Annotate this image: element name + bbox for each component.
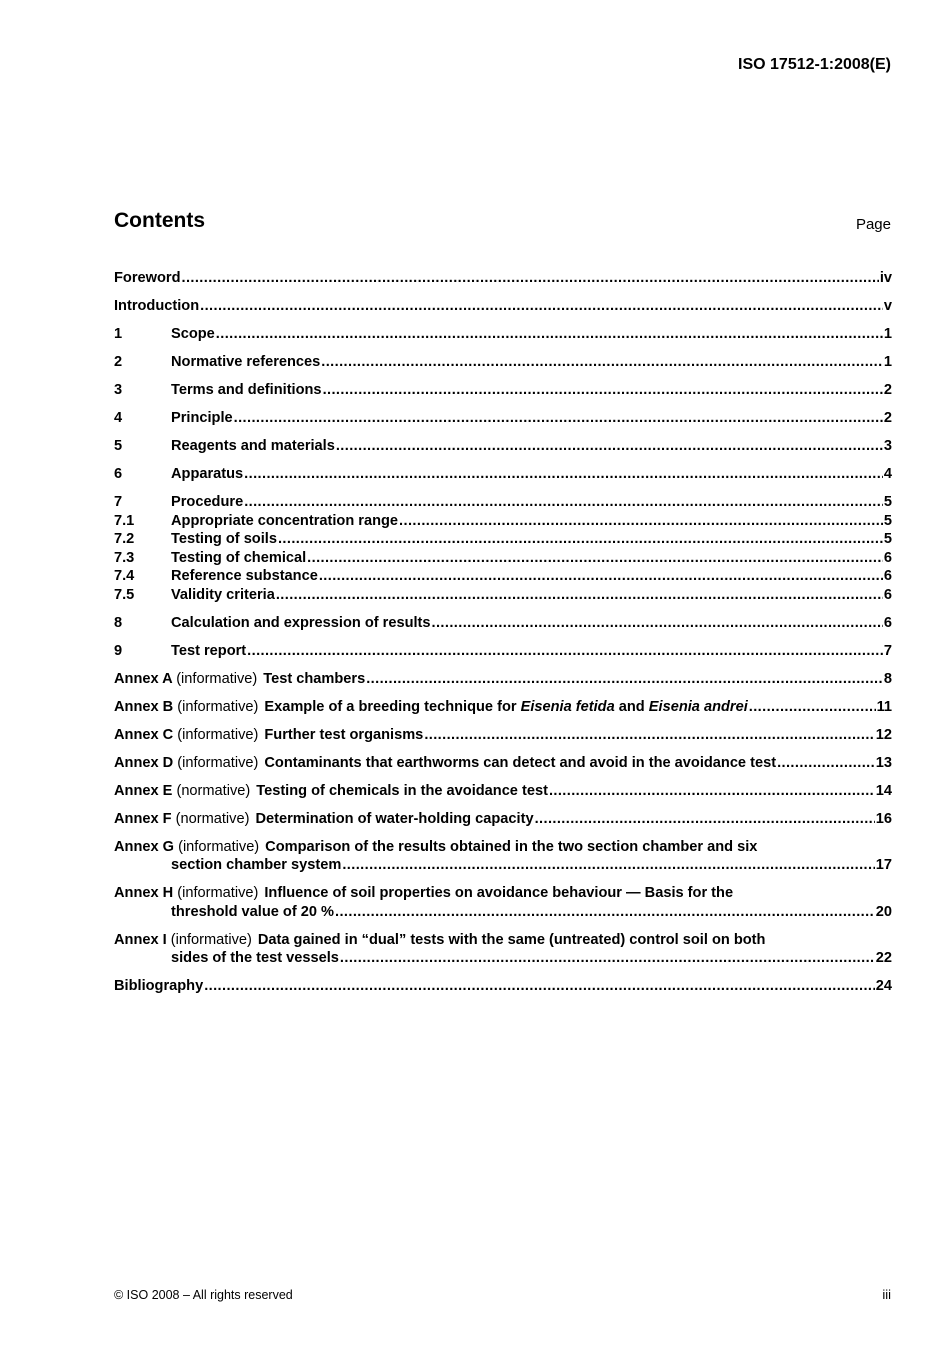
toc-entry-annex-i-continued[interactable] (114, 949, 892, 968)
annex-label: Annex A (informative) (114, 670, 258, 687)
dot-leader (535, 810, 875, 829)
toc-title: Foreword (114, 270, 181, 286)
toc-title: Test report (171, 642, 247, 659)
toc-entry-test-report[interactable] (114, 642, 892, 661)
toc-entry-testing-of-chemical[interactable] (114, 549, 892, 568)
toc-entry-bibliography[interactable] (114, 977, 892, 996)
toc-page: 2 (883, 410, 892, 426)
toc-entry-introduction[interactable] (114, 297, 892, 316)
toc-entry-annex-b[interactable] (114, 698, 892, 717)
dot-leader (200, 297, 883, 316)
annex-label: Annex G (informative) (114, 838, 260, 855)
toc-title: sides of the test vessels (171, 950, 339, 966)
toc-title: Bibliography (114, 978, 204, 994)
toc-page: 22 (875, 950, 892, 966)
dot-leader (549, 782, 875, 801)
toc-number: 7.4 (114, 568, 135, 584)
dot-leader (366, 670, 883, 689)
toc-page: 17 (875, 857, 892, 873)
toc-title: Reagents and materials (171, 438, 335, 454)
toc-entry-annex-d[interactable] (114, 754, 892, 773)
toc-title: Further test organisms (264, 726, 424, 743)
toc-title: Test chambers (263, 670, 366, 687)
toc-title: Apparatus (171, 466, 244, 482)
toc-entry-foreword[interactable] (114, 269, 892, 288)
toc-title: Comparison of the results obtained in the two section chamber and six (265, 838, 758, 855)
dot-leader (244, 465, 883, 484)
toc-title: Reference substance (171, 568, 318, 584)
toc-page: 14 (875, 782, 892, 799)
toc-entry-validity-criteria[interactable] (114, 586, 892, 605)
toc-entry-annex-g[interactable] (114, 838, 892, 857)
toc-page: 12 (875, 726, 892, 743)
dot-leader (319, 567, 883, 586)
dot-leader (278, 530, 883, 549)
toc-entry-principle[interactable] (114, 409, 892, 428)
annex-label: Annex B (informative) (114, 698, 259, 715)
toc-entry-annex-a[interactable] (114, 670, 892, 689)
toc-entry-annex-i[interactable] (114, 931, 892, 950)
toc-page: 16 (875, 810, 892, 827)
toc-number: 8 (114, 614, 123, 631)
toc-entry-annex-h-continued[interactable] (114, 903, 892, 922)
toc-title: Principle (171, 410, 233, 426)
toc-number: 5 (114, 438, 123, 454)
toc-entry-annex-c[interactable] (114, 726, 892, 745)
annex-label: Annex E (normative) (114, 782, 251, 799)
toc-page: 5 (883, 494, 892, 510)
dot-leader (335, 903, 875, 922)
dot-leader (399, 512, 883, 531)
annex-label: Annex I (informative) (114, 931, 252, 948)
toc-entry-scope[interactable] (114, 325, 892, 344)
toc-title: Testing of soils (171, 531, 277, 547)
page-number: iii (882, 1287, 891, 1302)
toc-entry-normative-references[interactable] (114, 353, 892, 372)
toc-page: 4 (883, 466, 892, 482)
toc-page: 6 (883, 549, 892, 566)
toc-entry-annex-e[interactable] (114, 782, 892, 801)
toc-number: 7.3 (114, 549, 135, 566)
toc-title: threshold value of 20 % (171, 903, 335, 920)
toc-title: Contaminants that earthworms can detect and avoid in the avoidance test (264, 754, 777, 771)
dot-leader (247, 642, 883, 661)
toc-page: 6 (883, 614, 892, 631)
annex-label: Annex C (informative) (114, 726, 259, 743)
toc-number: 7.5 (114, 586, 135, 603)
dot-leader (181, 269, 878, 288)
toc-title: section chamber system (171, 857, 342, 873)
toc-number: 7.2 (114, 531, 135, 547)
page-column-label: Page (855, 216, 891, 233)
toc-page: 6 (883, 568, 892, 584)
toc-title: Validity criteria (171, 586, 275, 603)
toc-number: 7 (114, 494, 123, 510)
table-of-contents (114, 269, 892, 996)
toc-page: 24 (875, 978, 892, 994)
toc-number: 4 (114, 410, 123, 426)
dot-leader (777, 754, 875, 773)
toc-title: Calculation and expression of results (171, 614, 431, 631)
dot-leader (276, 586, 883, 605)
toc-entry-reference-substance[interactable] (114, 567, 892, 586)
page-title: Contents (114, 209, 205, 232)
toc-number: 1 (114, 326, 123, 342)
toc-number: 2 (114, 354, 123, 370)
toc-entry-reagents-and-materials[interactable] (114, 437, 892, 456)
toc-page: 13 (875, 754, 892, 771)
toc-page: 5 (883, 512, 892, 529)
toc-page: 11 (876, 698, 892, 715)
toc-entry-testing-of-soils[interactable] (114, 530, 892, 549)
toc-title: Normative references (171, 354, 321, 370)
toc-title: Scope (171, 326, 215, 342)
toc-entry-apparatus[interactable] (114, 465, 892, 484)
toc-title: Terms and definitions (171, 382, 322, 398)
toc-page: 8 (883, 670, 892, 687)
toc-entry-procedure[interactable] (114, 493, 892, 512)
dot-leader (244, 493, 883, 512)
toc-title: Data gained in “dual” tests with the same (untreated) control soil on both (257, 931, 766, 948)
dot-leader (204, 977, 875, 996)
toc-title: Testing of chemicals in the avoidance test (256, 782, 548, 799)
toc-title: Testing of chemical (171, 549, 307, 566)
toc-title: Influence of soil properties on avoidance behaviour — Basis for the (264, 885, 734, 901)
annex-label: Annex D (informative) (114, 754, 259, 771)
toc-page: 1 (883, 326, 892, 342)
annex-label: Annex F (normative) (114, 810, 250, 827)
toc-page: 7 (883, 642, 892, 659)
toc-number: 6 (114, 466, 123, 482)
document-id: ISO 17512-1:2008(E) (738, 56, 891, 73)
dot-leader (749, 698, 876, 717)
toc-entry-concentration-range[interactable] (114, 512, 892, 531)
toc-number: 9 (114, 642, 123, 659)
dot-leader (424, 726, 874, 745)
toc-page: 6 (883, 586, 892, 603)
toc-entry-annex-h[interactable] (114, 884, 892, 903)
dot-leader (307, 549, 883, 568)
toc-number: 7.1 (114, 512, 135, 529)
toc-page: iv (879, 270, 892, 286)
toc-page: 1 (883, 354, 892, 370)
annex-label: Annex H (informative) (114, 885, 259, 901)
toc-entry-terms-and-definitions[interactable] (114, 381, 892, 400)
dot-leader (216, 325, 883, 344)
dot-leader (321, 353, 883, 372)
copyright-notice: © ISO 2008 – All rights reserved (114, 1288, 293, 1302)
dot-leader (432, 614, 883, 633)
dot-leader (342, 856, 874, 875)
dot-leader (336, 437, 883, 456)
toc-page: 5 (883, 531, 892, 547)
dot-leader (323, 381, 883, 400)
toc-page: 20 (875, 903, 892, 920)
toc-title: Determination of water-holding capacity (255, 810, 534, 827)
toc-title: Example of a breeding technique for Eisenia fetida and Eisenia andrei (264, 698, 748, 715)
toc-title: Procedure (171, 494, 244, 510)
toc-entry-calculation[interactable] (114, 614, 892, 633)
toc-entry-annex-g-continued[interactable] (114, 856, 892, 875)
dot-leader (234, 409, 883, 428)
dot-leader (340, 949, 875, 968)
toc-number: 3 (114, 382, 123, 398)
toc-page: 3 (883, 438, 892, 454)
toc-page: 2 (883, 382, 892, 398)
toc-entry-annex-f[interactable] (114, 810, 892, 829)
toc-title: Introduction (114, 298, 200, 314)
toc-page: v (883, 298, 892, 314)
toc-title: Appropriate concentration range (171, 512, 399, 529)
